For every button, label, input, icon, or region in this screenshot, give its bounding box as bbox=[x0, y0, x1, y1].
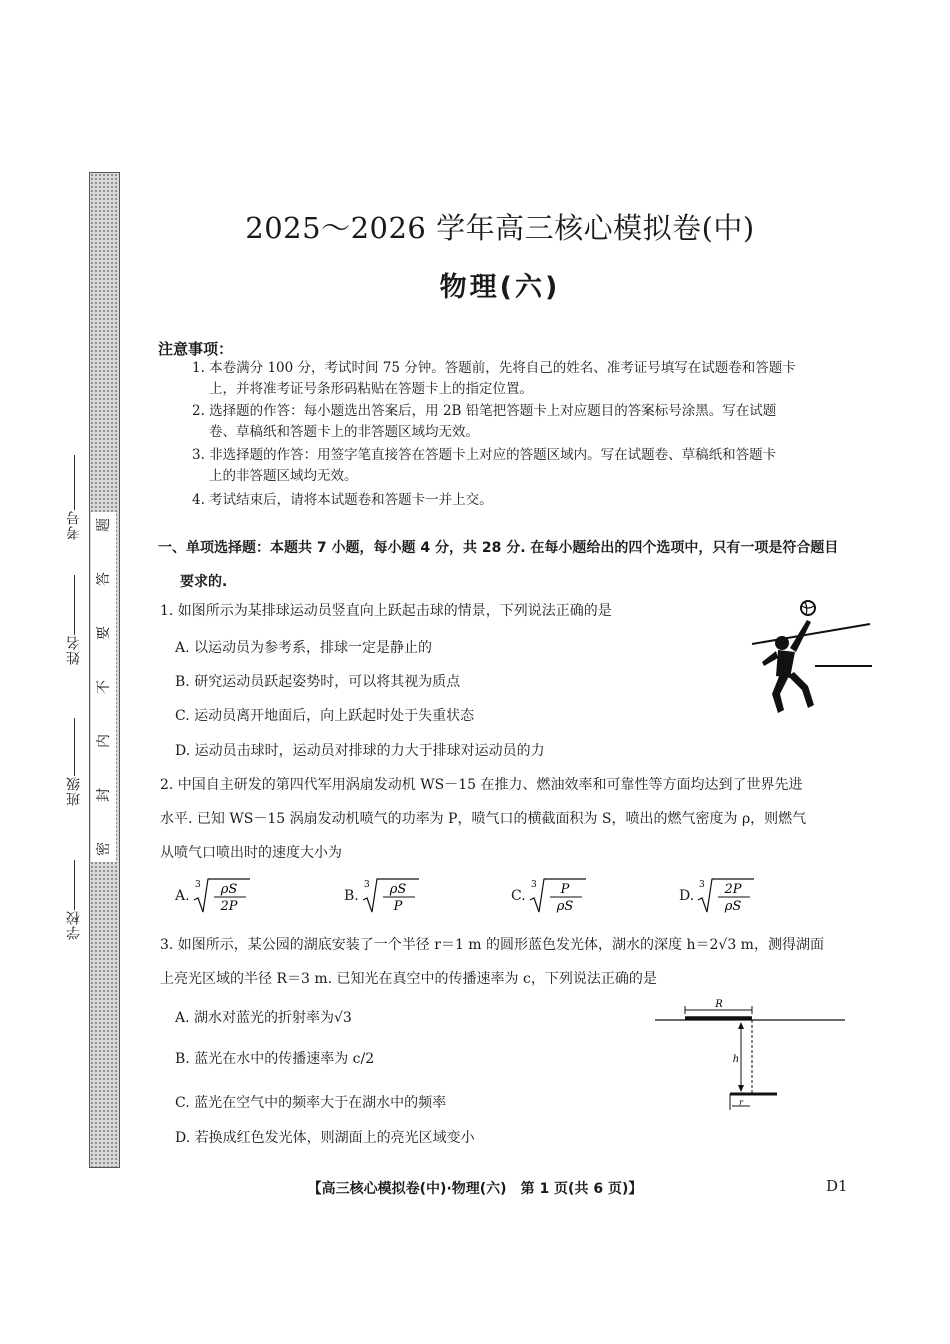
seal-notice bbox=[91, 512, 116, 862]
option-label: C. bbox=[511, 888, 526, 904]
root-index: 3 bbox=[194, 880, 201, 890]
field-class[interactable] bbox=[54, 718, 94, 806]
exam-title: 2025～2026 学年高三核心模拟卷(中) bbox=[245, 211, 755, 245]
field-line bbox=[74, 575, 75, 635]
fraction-denominator: P bbox=[393, 899, 403, 914]
page-footer: 【高三核心模拟卷(中)·物理(六) 第 1 页(共 6 页)】 bbox=[307, 1181, 643, 1197]
q3-option-d: D. 若换成红色发光体，则湖面上的亮光区域变小 bbox=[175, 1130, 475, 1146]
seal-char: 要 bbox=[95, 626, 112, 640]
fraction-denominator: ρS bbox=[556, 899, 573, 914]
q2-stem bbox=[160, 768, 850, 870]
field-label: 班级 bbox=[66, 776, 82, 806]
q2-option-c bbox=[511, 876, 588, 916]
notice-item bbox=[192, 358, 852, 400]
q1-option-a: A. 以运动员为参考系，排球一定是静止的 bbox=[175, 640, 433, 656]
cube-root-expression bbox=[528, 876, 588, 916]
option-label: D. bbox=[679, 888, 695, 904]
q1-option-d: D. 运动员击球时，运动员对排球的力大于排球对运动员的力 bbox=[175, 743, 545, 759]
fraction-denominator: 2P bbox=[220, 899, 238, 914]
fraction-numerator: ρS bbox=[389, 882, 407, 897]
notice-line: 4. 考试结束后，请将本试题卷和答题卡一并上交。 bbox=[192, 492, 493, 508]
field-line bbox=[74, 455, 75, 510]
section-heading bbox=[158, 531, 858, 599]
q3-line: 3. 如图所示，某公园的湖底安装了一个半径 r＝1 m 的圆形蓝色发光体，湖水的深度 h＝2√3 m，测得湖面 bbox=[160, 937, 824, 953]
root-index: 3 bbox=[530, 880, 537, 890]
q2-line: 从喷气口喷出时的速度大小为 bbox=[160, 845, 342, 861]
fraction-denominator: ρS bbox=[724, 899, 742, 914]
q1-option-c: C. 运动员离开地面后，向上跃起时处于失重状态 bbox=[175, 708, 475, 724]
volleyball-player-figure bbox=[750, 598, 875, 716]
notice-line: 上，并将准考证号条形码粘贴在答题卡上的指定位置。 bbox=[209, 381, 533, 397]
option-label: B. bbox=[344, 888, 359, 904]
fraction-numerator: ρS bbox=[220, 882, 237, 897]
q3-stem bbox=[160, 928, 850, 996]
q2-line: 水平. 已知 WS－15 涡扇发动机喷气的功率为 P，喷气口的横截面积为 S，喷出的燃气密度为 ρ，则燃气 bbox=[160, 811, 807, 827]
field-label: 学校 bbox=[66, 910, 82, 940]
notice-line: 卷、草稿纸和答题卡上的非答题区域均无效。 bbox=[209, 424, 479, 440]
seal-char: 密 bbox=[95, 842, 112, 856]
notice-item bbox=[192, 401, 852, 443]
field-label: 姓名 bbox=[66, 635, 82, 665]
paper-code: D1 bbox=[826, 1177, 848, 1195]
q2-option-b bbox=[344, 876, 421, 916]
notice-item bbox=[192, 490, 852, 511]
notice-line: 2. 选择题的作答：每小题选出答案后，用 2B 铅笔把答题卡上对应题目的答案标号涂黑。写在试题 bbox=[192, 403, 777, 419]
fraction-numerator: 2P bbox=[724, 882, 742, 897]
lake-light-figure bbox=[655, 998, 850, 1116]
q3-line: 上亮光区域的半径 R＝3 m. 已知光在真空中的传播速率为 c，下列说法正确的是 bbox=[160, 971, 657, 987]
root-index: 3 bbox=[699, 880, 705, 890]
field-label: 考号 bbox=[66, 510, 82, 540]
field-line bbox=[74, 718, 75, 776]
q3-option-a: A. 湖水对蓝光的折射率为√3 bbox=[175, 1010, 352, 1026]
cube-root-expression bbox=[696, 876, 756, 916]
q2-option-d bbox=[679, 876, 756, 916]
q2-option-a bbox=[175, 876, 252, 916]
label-h: h bbox=[732, 1054, 740, 1065]
notice-item bbox=[192, 445, 852, 487]
root-index: 3 bbox=[363, 880, 370, 890]
field-school[interactable] bbox=[54, 860, 94, 940]
q1-stem: 1. 如图所示为某排球运动员竖直向上跃起击球的情景，下列说法正确的是 bbox=[160, 603, 612, 619]
label-r: r bbox=[739, 1098, 743, 1107]
q3-option-b: B. 蓝光在水中的传播速率为 c/2 bbox=[175, 1051, 375, 1067]
notice-heading: 注意事项： bbox=[158, 340, 234, 358]
cube-root-expression bbox=[361, 876, 421, 916]
fraction-numerator: P bbox=[560, 882, 570, 897]
section-line: 要求的. bbox=[180, 574, 228, 590]
field-line bbox=[74, 860, 75, 910]
q2-line: 2. 中国自主研发的第四代军用涡扇发动机 WS－15 在推力、燃油效率和可靠性等方面均达到了世界先进 bbox=[160, 777, 803, 793]
label-R: R bbox=[715, 999, 723, 1010]
exam-subtitle: 物理(六) bbox=[439, 272, 561, 303]
seal-char: 题 bbox=[95, 518, 112, 532]
seal-char: 不 bbox=[95, 680, 112, 694]
cube-root-expression bbox=[192, 876, 252, 916]
notice-line: 3. 非选择题的作答：用签字笔直接答在答题卡上对应的答题区域内。写在试题卷、草稿纸和答题卡 bbox=[192, 447, 777, 463]
seal-char: 封 bbox=[95, 788, 112, 802]
seal-char: 答 bbox=[95, 572, 112, 586]
seal-char: 内 bbox=[95, 734, 112, 748]
q3-option-c: C. 蓝光在空气中的频率大于在湖水中的频率 bbox=[175, 1095, 447, 1111]
net-top-line bbox=[752, 624, 870, 644]
option-label: A. bbox=[175, 888, 190, 904]
field-name[interactable] bbox=[54, 575, 94, 665]
section-line: 一、单项选择题：本题共 7 小题，每小题 4 分，共 28 分. 在每小题给出的四个选项中，只有一项是符合题目 bbox=[158, 540, 839, 556]
field-exam-number[interactable] bbox=[54, 455, 94, 540]
notice-line: 上的非答题区域均无效。 bbox=[209, 468, 358, 484]
q1-option-b: B. 研究运动员跃起姿势时，可以将其视为质点 bbox=[175, 674, 461, 690]
notice-line: 1. 本卷满分 100 分，考试时间 75 分钟。答题前，先将自己的姓名、准考证号填写在试题卷和答题卡 bbox=[192, 360, 796, 376]
